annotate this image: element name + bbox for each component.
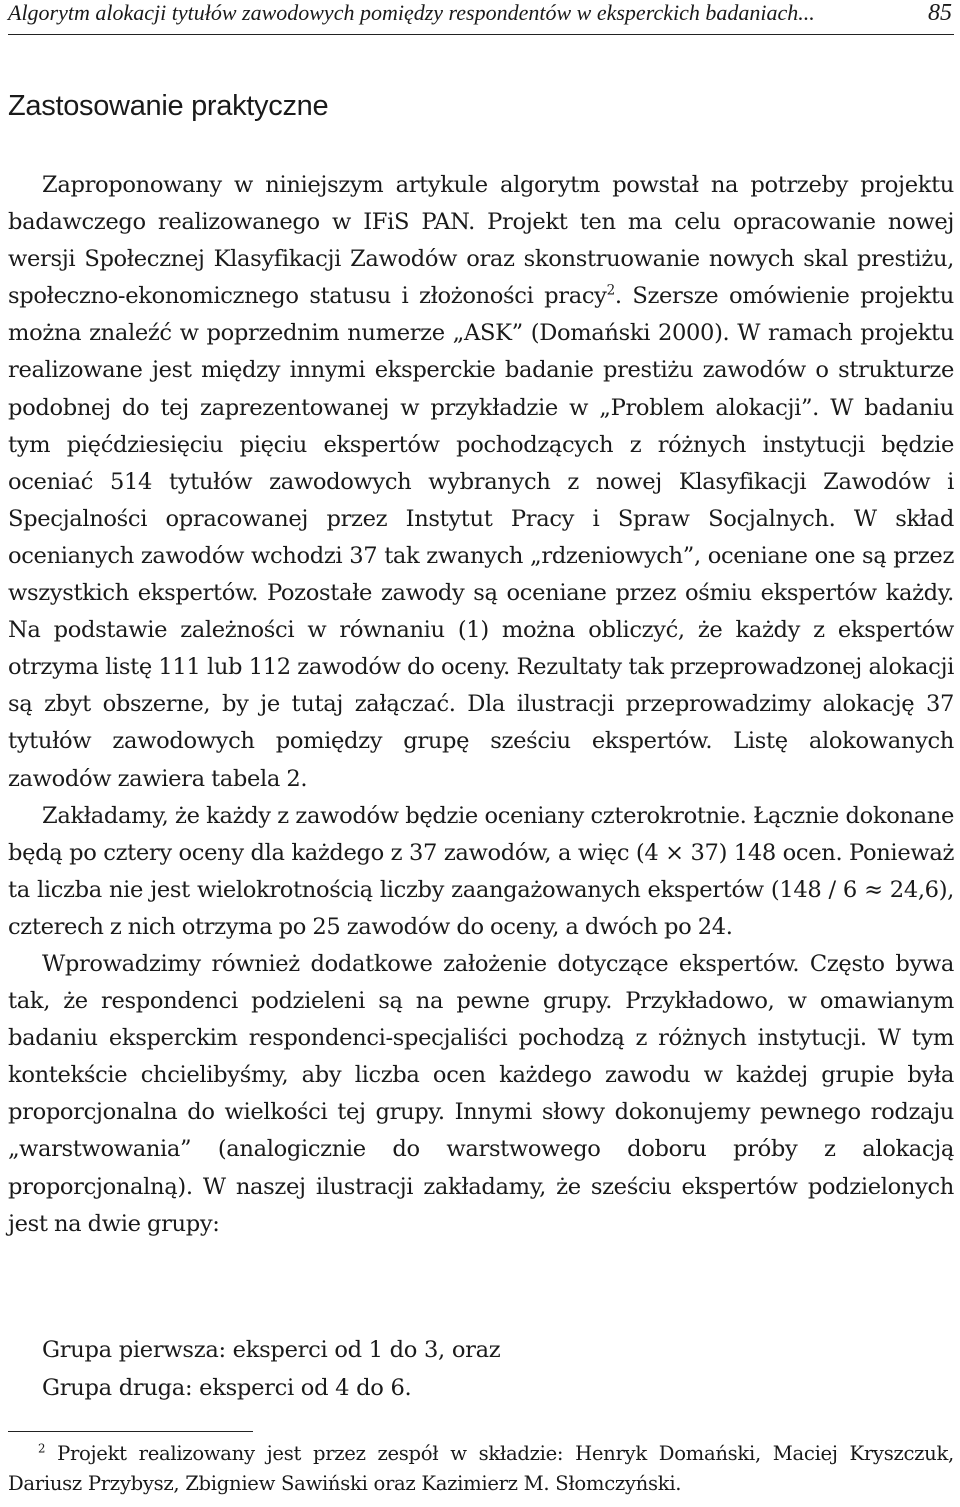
paragraph-3: Wprowadzimy również dodatkowe założenie dotyczące ekspertów. Często bywa tak, że respondenci podzieleni są na pewne grupy. Przykładowo, w omawianym badaniu eksperckim respondenci-specjaliści pochodzą z różnych instytucji. W tym kontekście chcielibyśmy, aby liczba ocen każdego zawodu w każdej grupie była proporcjonalna do wielkości tej grupy. Innymi słowy dokonujemy pewnego rodzaju „warstwowania” (analogicznie do warstwowego doboru próby z alokacją proporcjonalną). W naszej ilustracji zakładamy, że sześciu ekspertów podzielonych jest na dwie grupy: <box>8 950 954 1237</box>
running-header <box>8 0 954 35</box>
group-list <box>42 1332 500 1407</box>
running-title: Algorytm alokacji tytułów zawodowych pomiędzy respondentów w eksperckich badaniach... <box>8 0 815 25</box>
paragraph-2: Zakładamy, że każdy z zawodów będzie oceniany czterokrotnie. Łącznie dokonane będą po cztery oceny dla każdego z 37 zawodów, a więc (4 × 37) 148 ocen. Ponieważ ta liczba nie jest wielokrotnością liczby zaangażowanych ekspertów (148 / 6 ≈ 24,6), czterech z nich otrzyma po 25 zawodów do oceny, a dwóch po 24. <box>8 802 954 940</box>
group-item-1: Grupa pierwsza: eksperci od 1 do 3, oraz <box>42 1337 501 1363</box>
footnote-marker: 2 <box>38 1441 46 1456</box>
group-item-2: Grupa druga: eksperci od 4 do 6. <box>42 1374 412 1401</box>
footnote-separator <box>8 1431 253 1432</box>
paragraph-1-text-b: . Szersze omówienie projektu można znaleźć w poprzednim numerze „ASK” (Domański 2000). W ramach projektu realizowane jest między innymi eksperckie badanie prestiżu zawodów o strukturze podobnej do tej zaprezentowanej w przykładzie w „Problem alokacji”. W badaniu tym pięćdziesięciu pięciu ekspertów pochodzących z różnych instytucji będzie oceniać 514 tytułów zawodowych wybranych z nowej Klasyfikacji Zawodów i Specjalności opracowanej przez Instytut Pracy i Spraw Socjalnych. W skład ocenianych zawodów wchodzi 37 tak zwanych „rdzeniowych”, oceniane one są przez wszystkich ekspertów. Pozostałe zawody są oceniane przez ośmiu ekspertów każdy. Na podstawie zależności w równaniu (1) można obliczyć, że każdy z ekspertów otrzyma listę 111 lub 112 zawodów do oceny. Rezultaty tak przeprowadzonej alokacji są zbyt obszerne, by je tutaj załączać. Dla ilustracji przeprowadzimy alokację 37 tytułów zawodowych pomiędzy grupę sześciu ekspertów. Listę alokowanych zawodów zawiera tabela 2. <box>8 283 954 792</box>
footnote-ref: 2 <box>606 282 615 299</box>
body-text <box>8 167 954 1243</box>
page-number: 85 <box>928 0 952 26</box>
footnote-text: Projekt realizowany jest przez zespół w składzie: Henryk Domański, Maciej Kryszczuk, Dariusz Przybysz, Zbigniew Sawiński oraz Kazimierz M. Słomczyński. <box>8 1442 954 1495</box>
footnote-paragraph <box>8 1439 954 1499</box>
paragraph-1-text-a: Zaproponowany w niniejszym artykule algorytm powstał na potrzeby projektu badawczego realizowanego w IFiS PAN. Projekt ten ma celu opracowanie nowej wersji Społecznej Klasyfikacji Zawodów oraz skonstruowanie nowych skal prestiżu, społeczno-ekonomicznego statusu i złożoności pracy <box>8 172 954 310</box>
paragraph-1 <box>8 167 954 798</box>
section-title: Zastosowanie praktyczne <box>8 90 329 122</box>
footnote <box>8 1439 954 1499</box>
